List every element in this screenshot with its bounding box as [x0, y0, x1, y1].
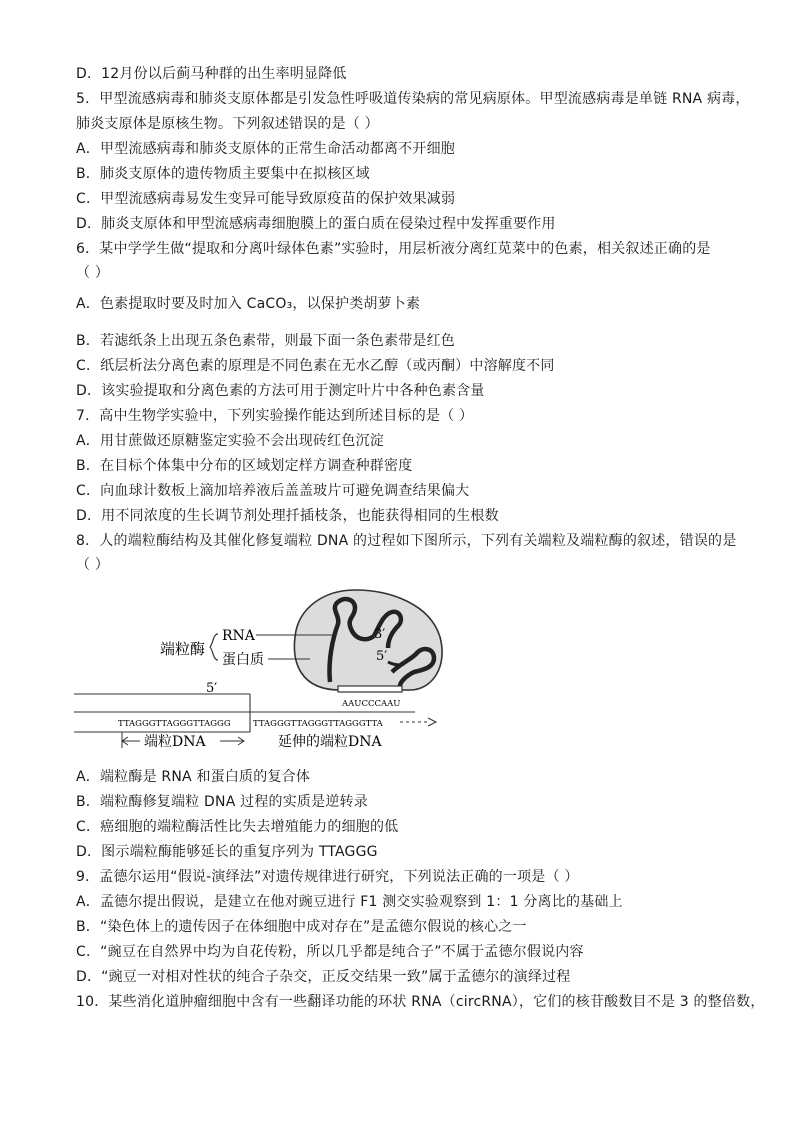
telomere-sequence: TTAGGGTTAGGGTTAGGG	[118, 719, 231, 729]
q5-stem-line1: 5．甲型流感病毒和肺炎支原体都是引发急性呼吸道传染病的常见病原体。甲型流感病毒是单链 RNA 病毒，	[76, 91, 750, 107]
extended-dna-label: 延伸的端粒DNA	[278, 734, 382, 750]
rna-template-sequence: AAUCCCAAU	[342, 699, 401, 709]
q6-option-d: D．该实验提取和分离色素的方法可用于测定叶片中各种色素含量	[76, 383, 485, 399]
q8-option-d: D．图示端粒酶能够延长的重复序列为 TTAGGG	[76, 844, 378, 860]
five-prime-rna-label: 5′	[376, 649, 388, 664]
telomere-dna-label: 端粒DNA	[144, 734, 206, 750]
telomerase-diagram	[70, 582, 450, 762]
q7-stem: 7．高中生物学实验中，下列实验操作能达到所述目标的是（ ）	[76, 408, 474, 424]
label-brace	[210, 634, 218, 660]
protein-label: 蛋白质	[222, 652, 264, 668]
three-prime-label: 3′	[374, 627, 386, 642]
extended-sequence: TTAGGGTTAGGGTTAGGGTTA	[253, 719, 383, 729]
telomerase-label: 端粒酶	[160, 640, 206, 658]
q8-option-c: C．癌细胞的端粒酶活性比失去增殖能力的细胞的低	[76, 819, 399, 835]
q8-stem-line1: 8．人的端粒酶结构及其催化修复端粒 DNA 的过程如下图所示，下列有关端粒及端粒酶的叙述，错误的是	[76, 533, 737, 549]
q6-option-c: C．纸层析法分离色素的原理是不同色素在无水乙醇（或丙酮）中溶解度不同	[76, 358, 555, 374]
q7-option-a: A．用甘蔗做还原糖鉴定实验不会出现砖红色沉淀	[76, 433, 384, 449]
q7-option-d: D．用不同浓度的生长调节剂处理扦插枝条，也能获得相同的生根数	[76, 508, 499, 524]
five-prime-dna-label: 5′	[206, 681, 218, 696]
q8-option-b: B．端粒酶修复端粒 DNA 过程的实质是逆转录	[76, 794, 368, 810]
q5-option-a: A．甲型流感病毒和肺炎支原体的正常生命活动都离不开细胞	[76, 141, 455, 157]
q6-stem-line1: 6．某中学学生做“提取和分离叶绿体色素”实验时，用层析液分离红苋菜中的色素，相关叙述正确的是	[76, 241, 711, 257]
q5-option-c: C．甲型流感病毒易发生变异可能导致原疫苗的保护效果减弱	[76, 191, 456, 207]
q9-option-d: D．“豌豆一对相对性状的纯合子杂交，正反交结果一致”属于孟德尔的演绎过程	[76, 969, 571, 985]
telomerase-svg	[70, 582, 450, 762]
q10-stem-line1: 10．某些消化道肿瘤细胞中含有一些翻译功能的环状 RNA（circRNA），它们的核苷酸数目不是 3 的整倍数，	[76, 994, 765, 1010]
q5-stem-line2: 肺炎支原体是原核生物。下列叙述错误的是（ ）	[76, 116, 379, 132]
q5-option-b: B．肺炎支原体的遗传物质主要集中在拟核区域	[76, 166, 370, 182]
q6-option-a: A．色素提取时要及时加入 CaCO₃，以保护类胡萝卜素	[76, 296, 421, 312]
q5-option-d: D．肺炎支原体和甲型流感病毒细胞膜上的蛋白质在侵染过程中发挥重要作用	[76, 216, 556, 232]
rna-label: RNA	[222, 628, 255, 644]
q4-option-d: D．12月份以后蓟马种群的出生率明显降低	[76, 66, 347, 82]
q7-option-b: B．在目标个体集中分布的区域划定样方调查种群密度	[76, 458, 413, 474]
q8-option-a: A．端粒酶是 RNA 和蛋白质的复合体	[76, 769, 311, 785]
q6-option-b: B．若滤纸条上出现五条色素带，则最下面一条色素带是红色	[76, 333, 456, 349]
q9-option-a: A．孟德尔提出假说，是建立在他对豌豆进行 F1 测交实验观察到 1：1 分离比的基础上	[76, 894, 623, 910]
q9-option-c: C．“豌豆在自然界中均为自花传粉，所以几乎都是纯合子”不属于孟德尔假说内容	[76, 944, 584, 960]
q9-stem: 9．孟德尔运用“假说-演绎法”对遗传规律进行研究，下列说法正确的一项是（ ）	[76, 869, 579, 885]
rna-template-region	[338, 686, 402, 692]
q8-stem-line2: （ ）	[76, 557, 110, 573]
extension-arrow-head	[428, 718, 436, 726]
q9-option-b: B．“染色体上的遗传因子在体细胞中成对存在”是孟德尔假说的核心之一	[76, 919, 527, 935]
q7-option-c: C．向血球计数板上滴加培养液后盖盖玻片可避免调查结果偏大	[76, 483, 470, 499]
q6-stem-line2: （ ）	[76, 265, 110, 281]
